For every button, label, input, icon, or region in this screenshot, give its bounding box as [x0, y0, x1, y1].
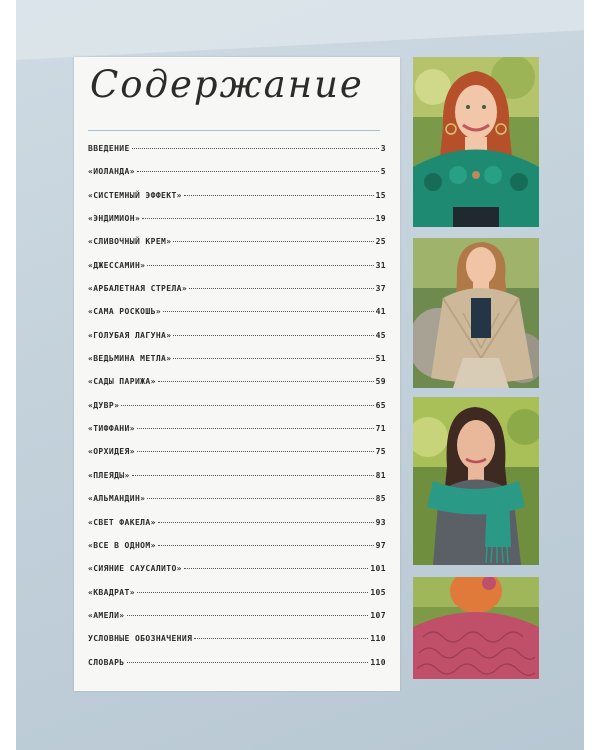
- toc-entry: [88, 331, 386, 354]
- background-light-band: [16, 0, 584, 60]
- toc-entry-title: «ДУВР»: [88, 400, 120, 410]
- toc-entry-title: «ВЕДЬМИНА МЕТЛА»: [88, 354, 172, 364]
- toc-entry: [88, 564, 386, 587]
- toc-entry: [88, 354, 386, 377]
- toc-entry-title: «СВЕТ ФАКЕЛА»: [88, 517, 156, 527]
- toc-entry-page-number: 37: [375, 284, 386, 294]
- toc-entry: [88, 144, 386, 167]
- toc-entry-title: «ГОЛУБАЯ ЛАГУНА»: [88, 330, 172, 340]
- toc-entry-page-number: 101: [370, 564, 386, 574]
- dot-leader: [137, 428, 374, 429]
- toc-entry-page-number: 110: [370, 657, 386, 667]
- toc-entry: [88, 401, 386, 424]
- toc-entry-page-number: 59: [375, 377, 386, 387]
- toc-entry: [88, 261, 386, 284]
- dot-leader: [158, 545, 374, 546]
- dot-leader: [173, 358, 373, 359]
- toc-entry-page-number: 97: [375, 540, 386, 550]
- toc-entry: [88, 214, 386, 237]
- dot-leader: [132, 148, 379, 149]
- toc-entry-page-number: 45: [375, 330, 386, 340]
- dot-leader: [147, 265, 373, 266]
- dot-leader: [137, 451, 374, 452]
- toc-entry: [88, 471, 386, 494]
- dot-leader: [127, 615, 369, 616]
- toc-entry-title: «ЭНДИМИОН»: [88, 214, 141, 224]
- dot-leader: [147, 498, 373, 499]
- toc-entry: [88, 518, 386, 541]
- toc-entry-page-number: 81: [375, 470, 386, 480]
- title-divider: [88, 130, 380, 131]
- toc-entry: [88, 541, 386, 564]
- toc-entry-page-number: 41: [375, 307, 386, 317]
- photo-emerald-capelet: [413, 57, 539, 227]
- toc-entry: [88, 307, 386, 330]
- toc-entry-title: «АЛЬМАНДИН»: [88, 494, 146, 504]
- toc-entry: [88, 167, 386, 190]
- toc-entry-page-number: 3: [380, 144, 386, 153]
- toc-entry-title: «АМЕЛИ»: [88, 610, 125, 620]
- toc-entry-title: УСЛОВНЫЕ ОБОЗНАЧЕНИЯ: [88, 634, 193, 644]
- toc-entry-page-number: 107: [370, 610, 386, 620]
- toc-entry: [88, 424, 386, 447]
- toc-entry-title: «СЛИВОЧНЫЙ КРЕМ»: [88, 237, 172, 247]
- toc-entry-page-number: 110: [370, 634, 386, 644]
- page-title: Содержание: [90, 63, 364, 106]
- dot-leader: [189, 288, 373, 289]
- toc-entry-page-number: 71: [375, 424, 386, 434]
- toc-entry-page-number: 75: [375, 447, 386, 457]
- toc-entry-page-number: 19: [375, 214, 386, 224]
- dot-leader: [173, 335, 373, 336]
- table-of-contents-card: [74, 57, 400, 691]
- toc-entry-title: ВВЕДЕНИЕ: [88, 144, 130, 153]
- toc-entry: [88, 284, 386, 307]
- toc-entry-title: «ТИФФАНИ»: [88, 424, 135, 434]
- toc-entry-page-number: 51: [375, 354, 386, 364]
- toc-entry-page-number: 85: [375, 494, 386, 504]
- toc-entry: [88, 611, 386, 634]
- toc-entry: [88, 237, 386, 260]
- dot-leader: [142, 218, 373, 219]
- dot-leader: [163, 311, 374, 312]
- toc-entry: [88, 377, 386, 400]
- toc-entry: [88, 191, 386, 214]
- toc-entry-page-number: 65: [375, 400, 386, 410]
- toc-list: [88, 144, 386, 681]
- photo-teal-fringed-scarf: [413, 397, 539, 565]
- dot-leader: [184, 568, 368, 569]
- toc-entry: [88, 494, 386, 517]
- toc-entry-title: «СИЯНИЕ САУСАЛИТО»: [88, 564, 182, 574]
- photo-beige-lace-shawl: [413, 238, 539, 388]
- toc-entry-page-number: 15: [375, 190, 386, 200]
- toc-entry-title: «АРБАЛЕТНАЯ СТРЕЛА»: [88, 284, 188, 294]
- toc-entry-page-number: 25: [375, 237, 386, 247]
- toc-entry-title: «ИОЛАНДА»: [88, 167, 135, 177]
- toc-entry-title: «ДЖЕССАМИН»: [88, 260, 146, 270]
- dot-leader: [173, 241, 373, 242]
- toc-entry-title: СЛОВАРЬ: [88, 657, 125, 667]
- dot-leader: [137, 171, 379, 172]
- toc-entry: [88, 658, 386, 681]
- toc-entry: [88, 447, 386, 470]
- dot-leader: [127, 662, 369, 663]
- toc-entry-title: «ОРХИДЕЯ»: [88, 447, 135, 457]
- dot-leader: [158, 381, 374, 382]
- toc-entry-title: «КВАДРАТ»: [88, 587, 135, 597]
- toc-entry-title: «СИСТЕМНЫЙ ЭФФЕКТ»: [88, 190, 182, 200]
- dot-leader: [194, 638, 368, 639]
- photo-pink-lace-shawl: [413, 577, 539, 679]
- toc-entry-page-number: 105: [370, 587, 386, 597]
- toc-entry: [88, 588, 386, 611]
- toc-entry-title: «САМА РОСКОШЬ»: [88, 307, 162, 317]
- dot-leader: [184, 195, 374, 196]
- toc-entry-page-number: 31: [375, 260, 386, 270]
- dot-leader: [137, 592, 368, 593]
- toc-entry: [88, 634, 386, 657]
- dot-leader: [158, 522, 374, 523]
- dot-leader: [132, 475, 374, 476]
- toc-entry-title: «ПЛЕЯДЫ»: [88, 470, 130, 480]
- toc-entry-title: «САДЫ ПАРИЖА»: [88, 377, 156, 387]
- toc-entry-title: «ВСЕ В ОДНОМ»: [88, 540, 156, 550]
- toc-entry-page-number: 5: [380, 167, 386, 177]
- toc-entry-page-number: 93: [375, 517, 386, 527]
- dot-leader: [121, 405, 373, 406]
